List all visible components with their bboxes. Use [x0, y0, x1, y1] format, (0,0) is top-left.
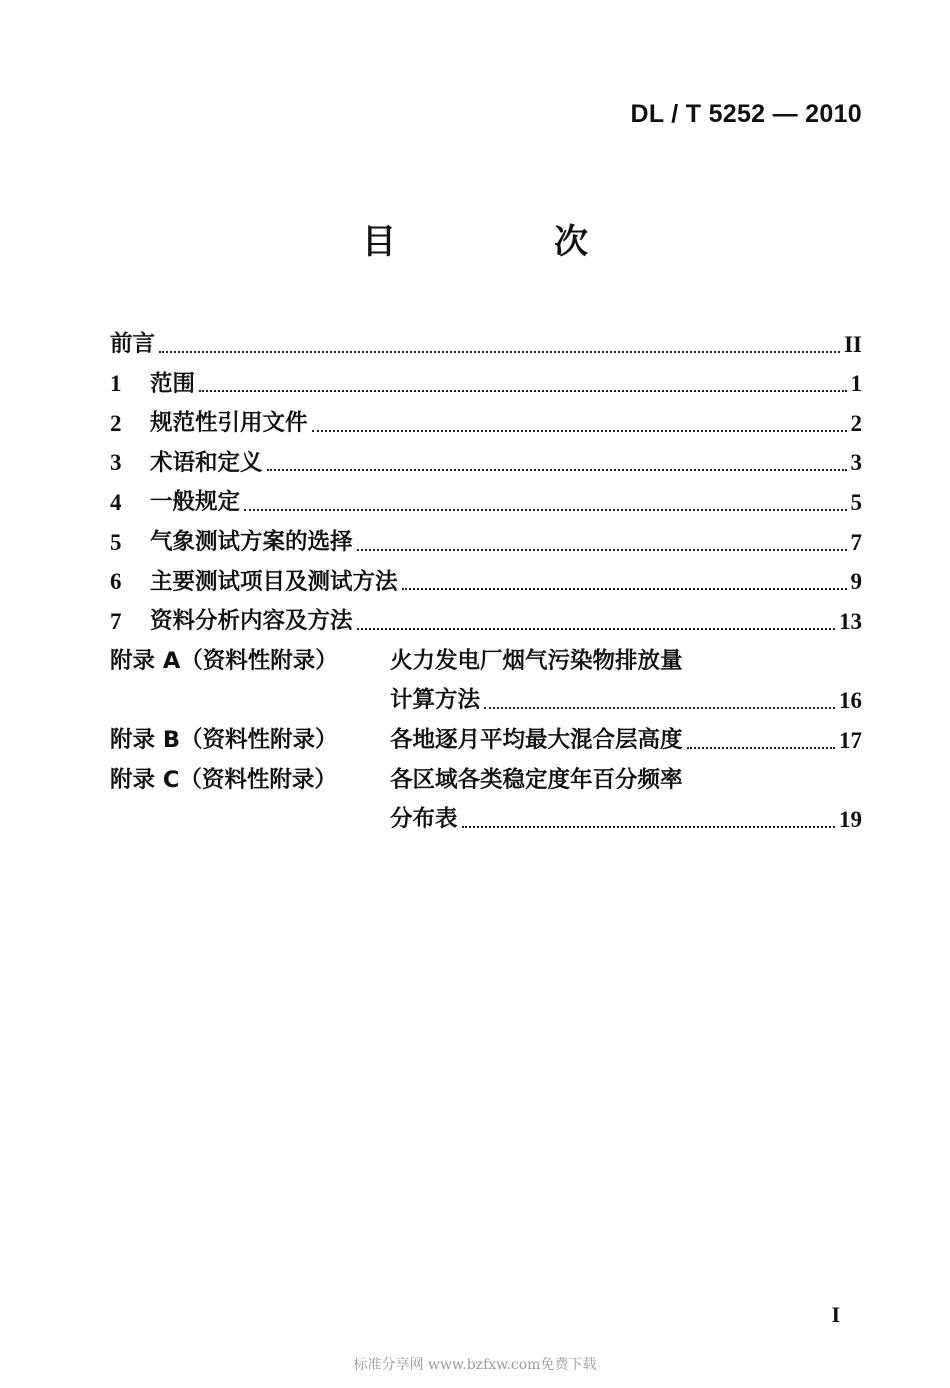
- appendix-label: 附录 C（资料性附录）: [110, 766, 337, 793]
- toc-appendix-a-cont[interactable]: [110, 672, 862, 712]
- dot-leader: [199, 376, 846, 392]
- toc-entry-title: 范围: [150, 370, 196, 397]
- toc-entry-4[interactable]: [110, 474, 862, 514]
- page-folio: I: [831, 1302, 840, 1327]
- toc-entry-page: 1: [850, 371, 862, 397]
- toc-appendix-c-cont[interactable]: [110, 791, 862, 831]
- toc-entry-page: 7: [850, 529, 862, 555]
- toc-entry-title: 一般规定: [150, 489, 241, 516]
- appendix-title-line2: 分布表: [390, 806, 458, 833]
- toc-entry-number: 4: [110, 489, 122, 515]
- toc-entry-number: 3: [110, 450, 122, 476]
- toc-entry-title: 气象测试方案的选择: [150, 529, 353, 556]
- toc-entry-title: 资料分析内容及方法: [150, 608, 353, 635]
- toc-entry-title: 主要测试项目及测试方法: [150, 568, 398, 595]
- toc-entry-7[interactable]: [110, 593, 862, 633]
- toc-entry-page: 17: [839, 727, 862, 753]
- appendix-title-line1: 火力发电厂烟气污染物排放量: [390, 647, 683, 674]
- toc-entry-title: 前言: [110, 331, 156, 358]
- standard-code: DL / T 5252 — 2010: [630, 100, 862, 128]
- toc-entry-number: 2: [110, 410, 122, 436]
- toc-entry-page: 2: [850, 410, 862, 436]
- toc-entry-2[interactable]: [110, 395, 862, 435]
- toc-entry-page: II: [844, 331, 862, 357]
- toc-entry-number: 6: [110, 569, 122, 595]
- appendix-title-line1: 各区域各类稳定度年百分频率: [390, 766, 683, 793]
- dot-leader: [357, 614, 835, 630]
- dot-leader: [462, 812, 835, 828]
- dot-leader: [484, 693, 835, 709]
- toc-entry-3[interactable]: [110, 435, 862, 475]
- dot-leader: [687, 733, 835, 749]
- toc-entry-number: 5: [110, 529, 122, 555]
- toc-entry-6[interactable]: [110, 554, 862, 594]
- toc-entry-foreword[interactable]: [110, 316, 862, 356]
- toc-entry-title: 术语和定义: [150, 449, 263, 476]
- toc-entry-5[interactable]: [110, 514, 862, 554]
- toc-entry-number: 7: [110, 608, 122, 634]
- dot-leader: [159, 337, 840, 353]
- appendix-title-line1: 各地逐月平均最大混合层高度: [390, 727, 683, 754]
- dot-leader: [244, 495, 846, 511]
- toc-entry-page: 3: [850, 450, 862, 476]
- appendix-title-line2: 计算方法: [390, 687, 481, 714]
- watermark: 标准分享网 www.bzfxw.com免费下载: [353, 1357, 597, 1373]
- toc-appendix-b[interactable]: [110, 712, 862, 752]
- toc-entry-1[interactable]: [110, 356, 862, 396]
- appendix-label: 附录 B（资料性附录）: [110, 727, 338, 754]
- toc-entry-page: 16: [839, 687, 862, 713]
- dot-leader: [267, 455, 847, 471]
- appendix-label: 附录 A（资料性附录）: [110, 647, 338, 674]
- toc-appendix-c[interactable]: [110, 752, 862, 792]
- toc-entry-page: 9: [850, 569, 862, 595]
- toc-entry-title: 规范性引用文件: [150, 410, 308, 437]
- dot-leader: [357, 535, 847, 551]
- table-of-contents: [110, 316, 862, 831]
- dot-leader: [312, 416, 847, 432]
- toc-entry-page: 13: [839, 608, 862, 634]
- toc-entry-page: 5: [850, 489, 862, 515]
- toc-entry-number: 1: [110, 371, 122, 397]
- toc-title: 目 次: [362, 222, 650, 262]
- dot-leader: [402, 574, 847, 590]
- toc-appendix-a[interactable]: [110, 633, 862, 673]
- toc-entry-page: 19: [839, 806, 862, 832]
